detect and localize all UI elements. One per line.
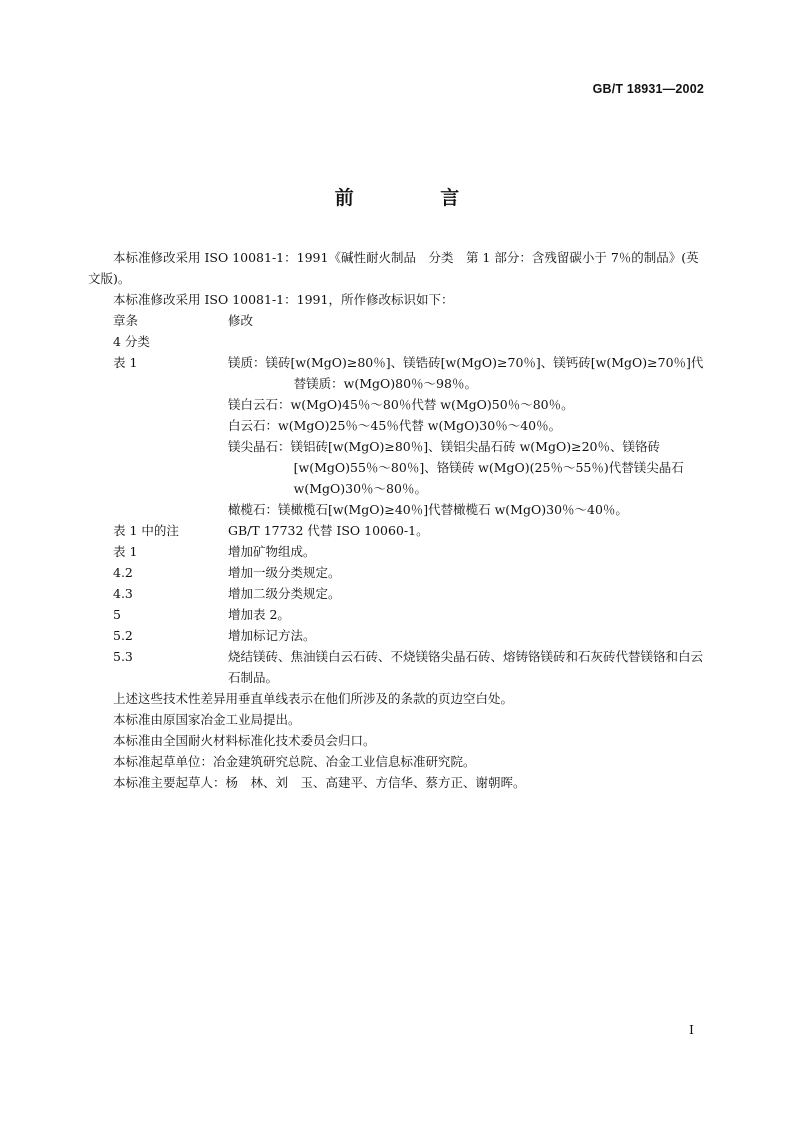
intro-paragraph: 本标准修改采用 ISO 10081-1：1991《碱性耐火制品 分类 第 1 部分：含残留碳小于 7％的制品》(英文版)。 [88,250,699,286]
standard-code: GB/T 18931—2002 [592,82,704,96]
row-content [228,331,706,352]
modification-table [88,310,706,688]
row-content: 烧结镁砖、焦油镁白云石砖、不烧镁铬尖晶石砖、熔铸铬镁砖和石灰砖代替镁铬和白云石制品。 [228,649,704,685]
table-row [88,331,706,352]
row-label: 4.2 [113,565,133,580]
table-row [88,604,706,625]
page-number: I [689,1022,694,1037]
row-content: GB/T 17732 代替 ISO 10060-1。 [228,523,429,538]
closing-paragraph: 本标准主要起草人：杨 林、刘 玉、高建平、方信华、蔡方正、谢朝晖。 [113,775,526,790]
row-content: 增加表 2。 [228,607,290,622]
modification-item: 镁白云石：w(MgO)45％～80％代替 w(MgO)50％～80％。 [228,397,574,412]
row-label: 5.2 [113,628,133,643]
table-header-row [88,310,706,331]
closing-paragraph: 本标准由原国家冶金工业局提出。 [113,712,301,727]
row-label: 4 分类 [113,334,150,349]
table-row [88,646,706,688]
row-content [228,352,706,520]
table-row [88,625,706,646]
modification-item: 镁尖晶石：镁铝砖[w(MgO)≥80％]、镁铝尖晶石砖 w(MgO)≥20％、镁铬砖[w(MgO)55％～80％]、铬镁砖 w(MgO)(25％～55％)代替镁尖晶石 w(MgO)30％～80％。 [228,439,684,496]
table-row [88,541,706,562]
closing-paragraph: 上述这些技术性差异用垂直单线表示在他们所涉及的条款的页边空白处。 [113,691,514,706]
closing-paragraph: 本标准由全国耐火材料标准化技术委员会归口。 [113,733,376,748]
table-row [88,352,706,520]
intro-paragraph: 本标准修改采用 ISO 10081-1：1991，所作修改标识如下： [113,292,454,307]
row-label: 5.3 [113,649,133,664]
modification-item: 镁质：镁砖[w(MgO)≥80％]、镁锆砖[w(MgO)≥70％]、镁钙砖[w(MgO)≥70％]代替镁质：w(MgO)80％～98％。 [228,355,704,391]
table-row [88,583,706,604]
modification-item: 白云石：w(MgO)25％～45％代替 w(MgO)30％～40％。 [228,418,562,433]
row-content: 增加矿物组成。 [228,544,316,559]
row-label: 表 1 [113,544,138,559]
column-header-modification: 修改 [228,313,254,328]
table-row [88,520,706,541]
table-row [88,562,706,583]
row-label: 4.3 [113,586,133,601]
row-content: 增加一级分类规定。 [228,565,341,580]
row-content: 增加二级分类规定。 [228,586,341,601]
row-label: 5 [113,607,121,622]
page-title: 前 言 [334,187,500,209]
row-label: 表 1 中的注 [113,523,179,538]
column-header-clause: 章条 [113,313,139,328]
modification-item: 橄榄石：镁橄榄石[w(MgO)≥40％]代替橄榄石 w(MgO)30％～40％。 [228,502,628,517]
row-label: 表 1 [113,355,138,370]
closing-paragraph: 本标准起草单位：冶金建筑研究总院、冶金工业信息标准研究院。 [113,754,476,769]
row-content: 增加标记方法。 [228,628,316,643]
document-body [88,247,706,793]
